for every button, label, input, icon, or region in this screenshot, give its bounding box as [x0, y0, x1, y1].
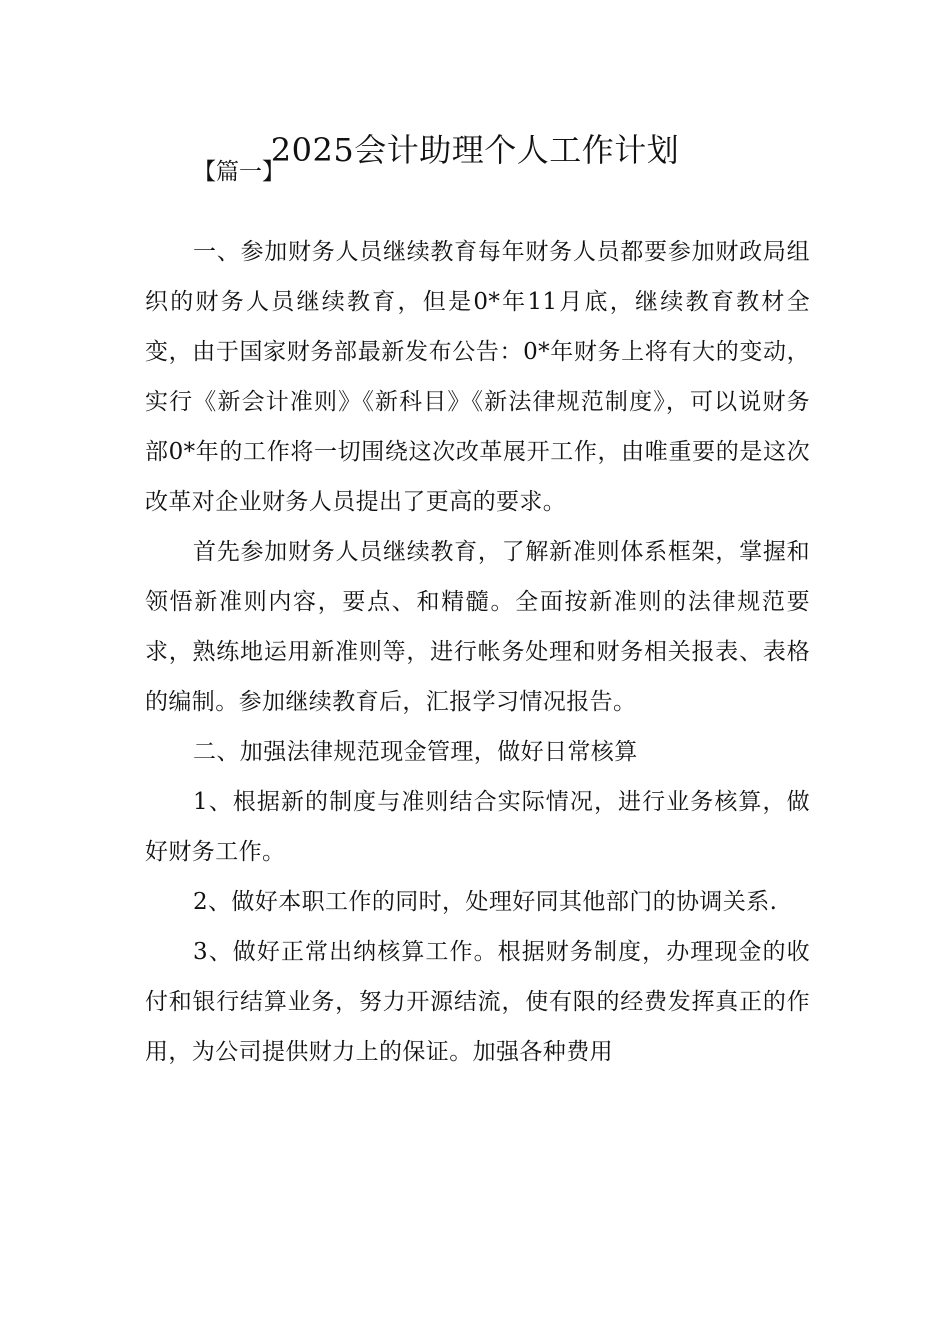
- document-body: [145, 227, 810, 1077]
- section-heading-2: 二、加强法律规范现金管理，做好日常核算: [193, 739, 638, 765]
- document-title: 2025会计助理个人工作计划: [270, 131, 680, 169]
- paragraph-item-1: 1、根据新的制度与准则结合实际情况，进行业务核算，做好财务工作。: [145, 789, 810, 865]
- paragraph-item-2: 2、做好本职工作的同时，处理好同其他部门的协调关系.: [193, 889, 778, 915]
- paragraph-item-3: 3、做好正常出纳核算工作。根据财务制度，办理现金的收付和银行结算业务，努力开源结流，使有限的经费发挥真正的作用，为公司提供财力上的保证。加强各种费用: [145, 939, 810, 1065]
- paragraph-1: 一、参加财务人员继续教育每年财务人员都要参加财政局组织的财务人员继续教育，但是0*年11月底，继续教育教材全变，由于国家财务部最新发布公告：0*年财务上将有大的变动，实行《新会计准则》《新科目》《新法律规范制度》，可以说财务部0*年的工作将一切围绕这次改革展开工作，由唯重要的是这次改革对企业财务人员提出了更高的要求。: [145, 239, 810, 515]
- paragraph-2: 首先参加财务人员继续教育，了解新准则体系框架，掌握和领悟新准则内容，要点、和精髓。全面按新准则的法律规范要求，熟练地运用新准则等，进行帐务处理和财务相关报表、表格的编制。参加继续教育后，汇报学习情况报告。: [145, 539, 810, 715]
- section-label: 【篇一】: [193, 159, 285, 185]
